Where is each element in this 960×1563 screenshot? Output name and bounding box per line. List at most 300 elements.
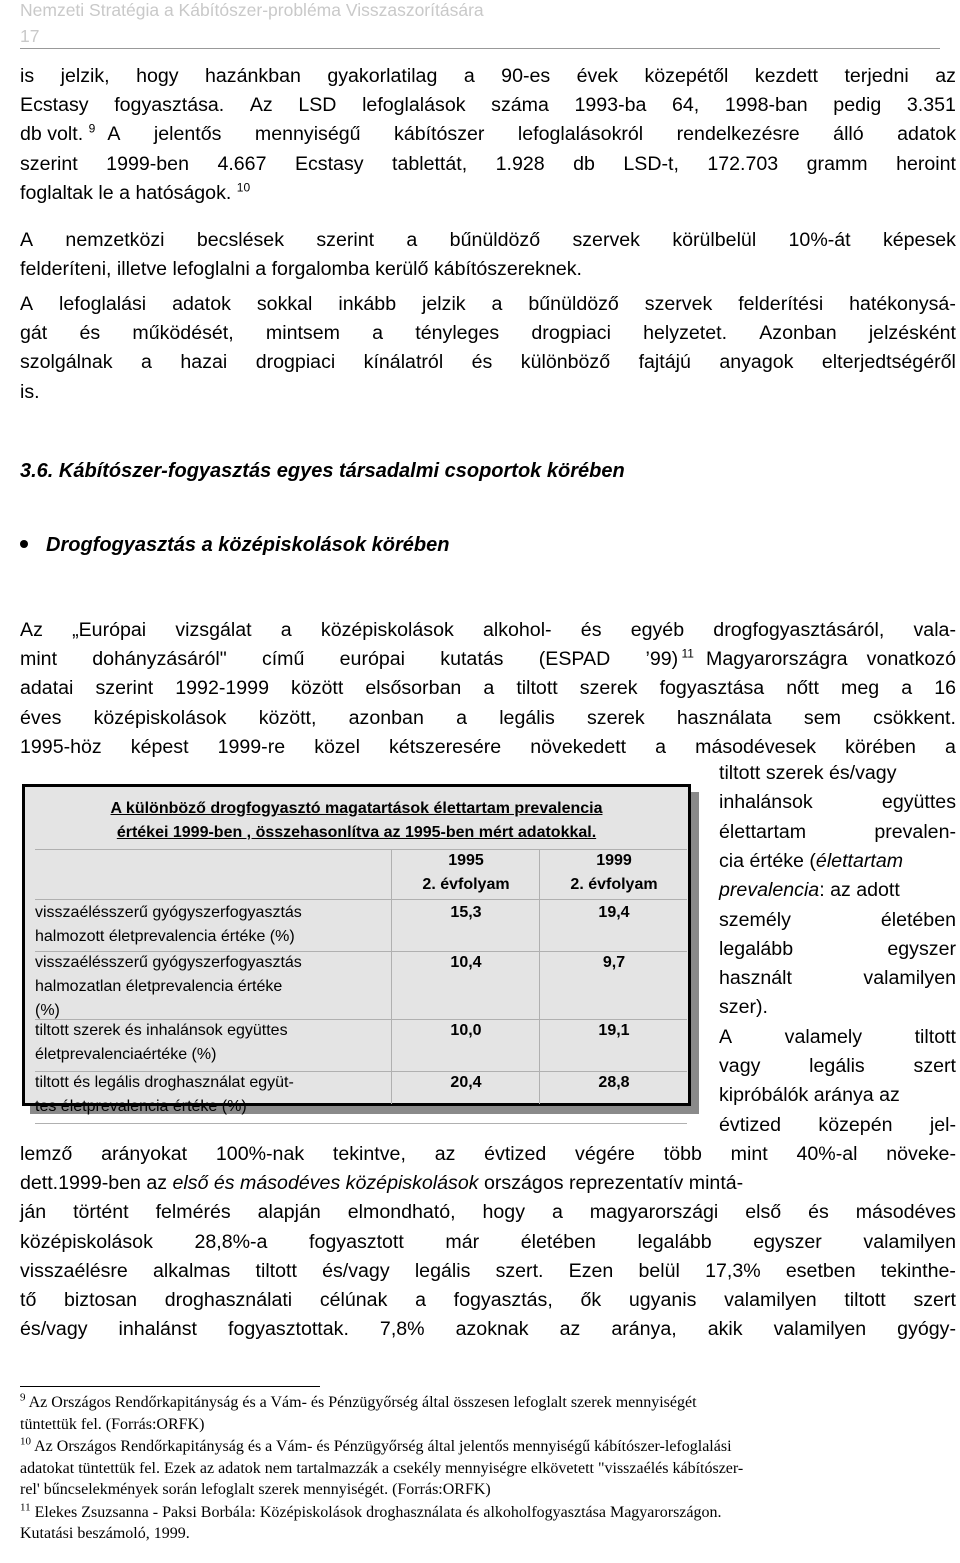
footnote-line: rel' bűncselekmények során lefoglalt szerek mennyiségét. (Forrás:ORFK) [20, 1481, 491, 1498]
word: szer). [719, 996, 768, 1019]
word: felderítési [738, 293, 824, 315]
word: szerint [95, 677, 154, 700]
side-text-line [719, 906, 956, 935]
paragraph-seizures [20, 62, 956, 208]
text-line [20, 120, 956, 149]
word: inhalánsok [719, 791, 813, 814]
word: fogyasztottak. [228, 1318, 349, 1341]
text-line [20, 62, 956, 91]
paragraph-seizure-data [20, 290, 956, 407]
word: „Európai [72, 619, 147, 641]
word: inhalánst [118, 1318, 197, 1341]
header-title: Nemzeti Stratégia a Kábítószer-probléma Visszaszorítására [20, 0, 484, 20]
word: jel- [929, 1113, 956, 1136]
word: élettartam [719, 820, 807, 843]
word: egyéb [630, 619, 685, 641]
word: nőtt [786, 677, 819, 700]
text-line [20, 91, 956, 120]
row-label [35, 951, 391, 1023]
word: évek [576, 65, 619, 87]
word: száma [491, 94, 549, 117]
word: Ezen [568, 1259, 614, 1282]
word: legális [414, 1259, 471, 1282]
word: 10%-át [788, 229, 851, 251]
word: a [901, 677, 913, 700]
word: ők [580, 1289, 602, 1312]
text-fragment: db volt. [20, 123, 84, 146]
word: és/vagy [322, 1259, 390, 1282]
word: több [663, 1143, 702, 1165]
word: kutatás [440, 648, 504, 671]
footnote-number: 10 [20, 1435, 31, 1448]
word: szerek [586, 706, 645, 729]
footnote-number: 9 [20, 1391, 26, 1404]
header-divider [20, 48, 940, 49]
header-year: 1999 [596, 852, 632, 869]
word: az [935, 65, 956, 87]
word: körében [845, 735, 916, 758]
word: alkohol- [482, 619, 552, 641]
word: a [483, 677, 495, 700]
footnote-number: 11 [20, 1501, 31, 1514]
text-fragment: foglaltak le a hatóságok. [20, 181, 232, 204]
footnote [20, 1502, 956, 1545]
word: rendelkezésre [676, 123, 800, 146]
word: valamilyen [863, 1230, 956, 1253]
word: álló [833, 123, 864, 146]
word: képesek [882, 229, 956, 251]
footnote-ref: 11 [678, 646, 694, 661]
text-line [20, 1228, 956, 1257]
word: vala- [913, 619, 956, 641]
word: 1.928 [495, 152, 545, 175]
text-line [20, 226, 956, 255]
text-segment [20, 120, 95, 149]
word: a [491, 293, 503, 315]
word: esetben [785, 1259, 856, 1282]
word: drogfogyasztásáról, [713, 619, 885, 641]
text-line [20, 1140, 956, 1169]
row-label-line: visszaélésszerű gyógyszerfogyasztás [35, 904, 302, 921]
word: A [20, 293, 34, 315]
word: 1995-höz [20, 735, 102, 758]
cell-1999: 9,7 [602, 954, 626, 971]
word: kábítószer [394, 123, 485, 146]
word: elterjedtségéről [821, 351, 956, 374]
word: cia értéke (élettartam [719, 849, 904, 872]
row-divider [35, 1123, 687, 1124]
word: az [434, 1143, 456, 1165]
word: tő [20, 1289, 37, 1312]
footnote-line: tüntettük fel. (Forrás:ORFK) [20, 1415, 205, 1433]
word: 4.667 [217, 152, 267, 175]
word: szerint [20, 152, 78, 175]
word: aránya, [611, 1318, 677, 1341]
word: terjedni [844, 65, 909, 87]
paragraph-estimates [20, 226, 956, 284]
word: (ESPAD [538, 648, 611, 671]
cell-1999: 19,1 [598, 1022, 630, 1039]
word: célúnak [319, 1289, 388, 1312]
word: hogy [482, 1201, 526, 1224]
word: kezdett [754, 65, 819, 87]
word: tekinthe- [880, 1259, 956, 1282]
text-line: felderíteni, illetve lefoglalni a forgalomba kerülő kábítószereknek. [20, 258, 582, 281]
word: tiltott [516, 677, 558, 700]
word: visszaélésre [20, 1259, 128, 1282]
word: legalább [637, 1230, 712, 1253]
row-label-line: visszaélésszerű gyógyszerfogyasztás [35, 954, 302, 971]
word: évtized [484, 1143, 547, 1165]
cell-1995: 10,0 [450, 1022, 482, 1039]
footnote-line: Kutatási beszámoló, 1999. [20, 1525, 190, 1542]
word: jelzik, [60, 65, 110, 87]
word: szerint [316, 229, 375, 251]
word: db [573, 152, 595, 175]
word: Azonban [759, 322, 837, 345]
side-text-line [719, 1111, 956, 1140]
word: történt [73, 1201, 129, 1224]
word: között, [258, 706, 317, 729]
word: gyógy- [897, 1318, 956, 1341]
word: dohányzásáról" [92, 648, 227, 671]
word: anyagok [719, 351, 794, 374]
prevalence-table [22, 784, 691, 1115]
word: azonban [348, 706, 424, 729]
word: közel [314, 735, 360, 758]
word: különböző [520, 351, 611, 374]
side-text-line [719, 759, 956, 788]
text-line [20, 290, 956, 319]
word: éves [20, 706, 62, 729]
word: a [456, 706, 467, 729]
caption-text: értékei 1999-ben , összehasonlítva az 1995-ben mért adatokkal. [116, 824, 597, 841]
side-text-line [719, 788, 956, 817]
word: legalább [719, 937, 794, 960]
word: droghasználati [164, 1289, 293, 1312]
text-line [20, 1198, 956, 1227]
word: becslések [196, 229, 285, 251]
word: adatok [172, 293, 231, 315]
word: arányokat [101, 1143, 188, 1165]
row-divider [35, 899, 687, 900]
word: a [280, 619, 292, 641]
text-line [20, 1315, 956, 1344]
col-header-1995 [391, 849, 541, 897]
word: kínálatról [363, 351, 444, 374]
word: LSD-t, [623, 152, 679, 175]
word: működését, [132, 322, 234, 345]
side-text-line [719, 1023, 956, 1052]
word: közepétől [644, 65, 729, 87]
word: a [415, 1289, 426, 1312]
footnote [20, 1392, 956, 1435]
word: fogyasztott [309, 1230, 404, 1253]
word: tiltott [255, 1259, 297, 1282]
word: mint [730, 1143, 768, 1165]
footnote-line: $^9$ Az Országos Rendőrkapitányság és a Vám- és Pénzügyőrség által összesen lefoglalt szerek mennyiségét [20, 1391, 697, 1411]
word: Az [20, 619, 43, 641]
bullet-heading [20, 534, 449, 557]
cell-1999: 19,4 [598, 904, 630, 921]
header-grade: 2. évfolyam [422, 876, 510, 893]
word: jelzésként [868, 322, 956, 345]
word: lefoglalási [59, 293, 147, 315]
word: használata [676, 706, 772, 729]
text-line [20, 179, 956, 208]
word: életében [880, 908, 956, 931]
footnote [20, 1436, 956, 1501]
word: elsősorban [365, 677, 462, 700]
word: A [107, 123, 121, 146]
word: A [719, 1025, 733, 1048]
word: Ecstasy [294, 152, 364, 175]
caption-text: A különböző drogfogyasztó magatartások élettartam prevalencia [110, 800, 603, 817]
word: 1993-ba [574, 94, 647, 117]
word: képest [130, 735, 189, 758]
side-text-line [719, 993, 956, 1022]
word: azoknak [455, 1318, 529, 1341]
word: közepén [818, 1113, 893, 1136]
col-header-1999 [539, 849, 689, 897]
word: mintsem [265, 322, 340, 345]
italic-text: első és másodéves középiskolások [172, 1172, 479, 1195]
word: prevalen- [874, 820, 956, 843]
word: akik [707, 1318, 743, 1341]
side-text-line [719, 1081, 956, 1110]
word: középiskolások [20, 1230, 153, 1253]
header-grade: 2. évfolyam [570, 876, 658, 893]
word: 3.351 [906, 94, 956, 117]
word: 16 [934, 677, 956, 700]
word: a [551, 1201, 563, 1224]
word: valamilyen [724, 1289, 817, 1312]
word: tiltott [914, 1025, 956, 1048]
text-line [20, 150, 956, 179]
row-label [35, 1019, 391, 1067]
word: másodéves [855, 1201, 956, 1224]
bullet-heading-text: Drogfogyasztás a középiskolások körében [46, 534, 450, 556]
caption-line [25, 797, 688, 821]
word: középiskolások [320, 619, 454, 641]
word: Magyarországra [706, 648, 848, 671]
word: az [559, 1318, 581, 1341]
row-label [35, 1071, 391, 1119]
word: és/vagy [20, 1318, 88, 1341]
word: fogyasztása [659, 677, 765, 700]
word: egyszer [887, 937, 956, 960]
word: gyakorlatilag [327, 65, 438, 87]
word: A [20, 229, 34, 251]
text-segment [20, 1169, 743, 1198]
word: 7,8% [379, 1318, 425, 1341]
row-label-line: halmozatlan életprevalencia értéke [35, 978, 283, 995]
side-text-line [719, 964, 956, 993]
word: a [141, 351, 152, 374]
word: szerek [579, 677, 638, 700]
word: sokkal [256, 293, 313, 315]
word: sem [803, 706, 841, 729]
word: a [655, 735, 667, 758]
word: mint [20, 648, 58, 671]
word: alkalmas [153, 1259, 231, 1282]
row-label [35, 901, 391, 949]
word: első [745, 1201, 782, 1224]
word: kétszeresére [389, 735, 502, 758]
word: és [471, 351, 493, 374]
section-title: 3.6. Kábítószer-fogyasztás egyes társadalmi csoportok körében [20, 460, 625, 482]
word: legális [809, 1055, 865, 1077]
side-text-line [719, 818, 956, 847]
text-line [20, 733, 956, 762]
word: jelentős [153, 123, 222, 146]
word: tablettát, [392, 152, 468, 175]
word: 17,3% [705, 1259, 761, 1282]
cell-1999: 28,8 [598, 1074, 630, 1091]
word: helyzetet. [643, 322, 728, 345]
word: Ecstasy [20, 94, 89, 117]
word: heroint [896, 152, 956, 175]
word: is [20, 65, 35, 87]
row-label-line: (%) [35, 1002, 60, 1019]
word: 1998-ban [724, 94, 808, 117]
word: növekedett [530, 735, 627, 758]
word: a [406, 229, 418, 251]
word: másodévesek [695, 735, 817, 758]
paragraph-espad [20, 616, 956, 762]
word: között [291, 677, 344, 700]
word: belül [638, 1259, 680, 1282]
word: 28,8%-a [194, 1230, 268, 1253]
text-line [20, 645, 956, 674]
text-line [20, 348, 956, 377]
word: hazánkban [205, 65, 301, 87]
side-text-line [719, 876, 956, 905]
word: tényleges [415, 322, 500, 345]
word: kipróbálók aránya az [719, 1084, 900, 1107]
text-line [20, 1169, 956, 1198]
text-line [20, 616, 956, 645]
word: vizsgálat [175, 619, 252, 641]
word: végére [575, 1143, 635, 1165]
word: hazai [180, 351, 228, 374]
footnote-ref: 9 [88, 121, 96, 136]
word: szolgálnak [20, 351, 113, 374]
side-text-line [719, 935, 956, 964]
word: drogpiaci [531, 322, 611, 345]
word: személy [719, 908, 791, 931]
text-segment [20, 645, 694, 674]
word: 1992-1999 [175, 677, 269, 700]
word: a [944, 735, 956, 758]
word: szervek [644, 293, 713, 315]
word: tiltott [844, 1289, 886, 1312]
word: és [808, 1201, 829, 1224]
word: középiskolások [93, 706, 227, 729]
word: 172.703 [707, 152, 779, 175]
table-caption [25, 797, 688, 845]
word: elmondható, [347, 1201, 456, 1224]
italic-text: élettartam [815, 849, 904, 872]
text-segment [107, 120, 956, 149]
word: szervek [572, 229, 640, 251]
bullet-icon [20, 540, 28, 548]
word: ugyanis [628, 1289, 697, 1312]
text-line [20, 1257, 956, 1286]
row-label-line: halmozott életprevalencia értéke (%) [35, 928, 295, 945]
word: vonatkozó [866, 648, 956, 671]
word: növeke- [886, 1143, 956, 1165]
word: körülbelül [672, 229, 757, 251]
word: és [580, 619, 602, 641]
word: valamely [784, 1025, 862, 1048]
cell-1995: 15,3 [450, 904, 482, 921]
word: vagy [719, 1055, 761, 1077]
word: valamilyen [863, 967, 956, 990]
text-segment [706, 645, 956, 674]
word: 90-es [501, 65, 551, 87]
word: alapján [257, 1201, 321, 1224]
row-label-line: tes életprevalencia értéke (%) [35, 1098, 247, 1115]
row-label-line: tiltott szerek és inhalánsok együttes [35, 1022, 288, 1039]
footnote-divider [20, 1386, 320, 1387]
word: bűnüldöző [449, 229, 541, 251]
footnote-line: $^{11}$ Elekes Zsuzsanna - Paksi Borbála: Középiskolások droghasználata és alkoholfogyasztása Magyarországon. [20, 1501, 722, 1521]
text-fragment: dett.1999-ben az [20, 1172, 173, 1195]
word: tekintve, [332, 1143, 406, 1165]
page-number: 17 [20, 26, 40, 46]
paragraph-espad-continued [20, 1140, 956, 1344]
word: pedig [833, 94, 882, 117]
footnote-line: adatokat tüntettük fel. Ezek az adatok nem tartalmazzák a csekély mennyiségre elkövetett "visszaélés kábítószer- [20, 1459, 744, 1477]
word: fogyasztás, [453, 1289, 553, 1312]
word: a [463, 65, 475, 87]
side-text-line [719, 1052, 956, 1081]
word: csökkent. [873, 706, 956, 729]
word: tiltott szerek és/vagy [719, 762, 897, 784]
word: ’99) $^{11}$ [645, 646, 694, 671]
row-label-line: életprevalenciaértéke (%) [35, 1046, 217, 1063]
word: hatékonysá- [849, 293, 956, 315]
word: nemzetközi [65, 229, 165, 251]
text-line: is. [20, 380, 40, 403]
word: használt [719, 967, 792, 990]
word: adatai [20, 677, 74, 700]
text-line [20, 1286, 956, 1315]
row-label-line: tiltott és legális droghasználat együt- [35, 1074, 294, 1091]
word: a [372, 322, 384, 345]
word: magyarországi [589, 1201, 719, 1224]
word: és [79, 322, 101, 345]
word: 40%-al [796, 1143, 858, 1165]
word: szert. [495, 1259, 544, 1282]
word: drogpiaci [255, 351, 336, 374]
word: című [261, 648, 305, 671]
word: európai [339, 648, 406, 671]
word: szert [913, 1055, 956, 1077]
word: szert [913, 1289, 956, 1312]
word: már [445, 1230, 480, 1253]
word: bűnüldöző [528, 293, 619, 315]
word: életében [520, 1230, 596, 1253]
text-line [20, 674, 956, 703]
caption-line [25, 821, 688, 845]
word: mennyiségű [254, 123, 361, 146]
word: valamilyen [773, 1318, 867, 1341]
word: egyszer [753, 1230, 822, 1253]
word: adatok [897, 123, 956, 146]
word: Az [249, 94, 273, 117]
